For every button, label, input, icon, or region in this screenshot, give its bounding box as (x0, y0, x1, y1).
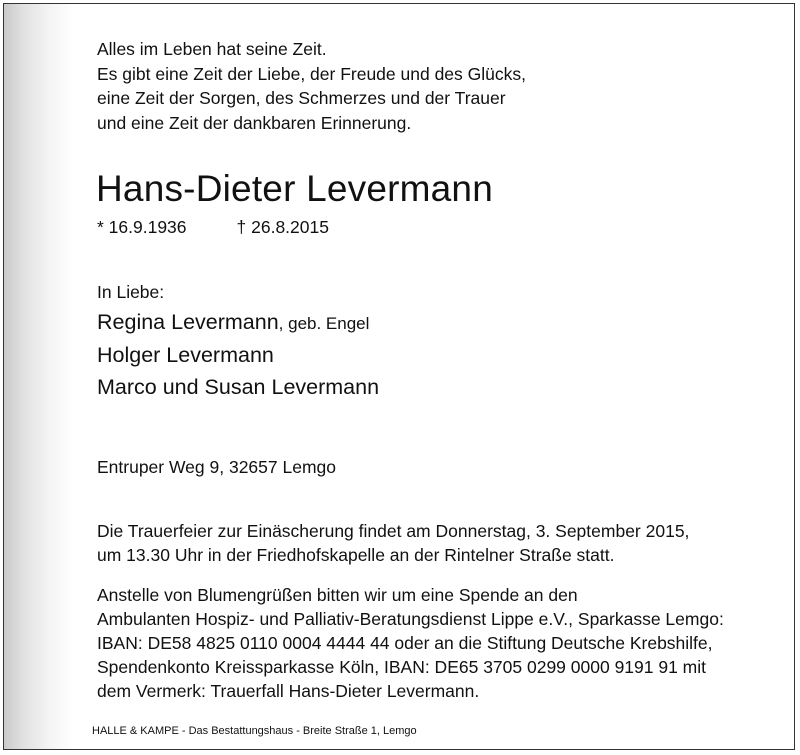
donation-line: Anstelle von Blumengrüßen bitten wir um eine Spende an den (97, 585, 578, 605)
poem-line: eine Zeit der Sorgen, des Schmerzes und der Trauer (97, 88, 506, 108)
donation-line: Ambulanten Hospiz- und Palliativ-Beratungsdienst Lippe e.V., Sparkasse Lemgo: (97, 609, 724, 629)
mourner-name: Regina Levermann (97, 310, 279, 334)
mourner-name: Marco und Susan Levermann (97, 375, 380, 399)
funeral-home-footer: HALLE & KAMPE - Das Bestattungshaus - Breite Straße 1, Lemgo (92, 725, 417, 737)
poem-line: und eine Zeit der dankbaren Erinnerung. (97, 112, 412, 133)
life-dates (97, 217, 329, 238)
donation-line: Spendenkonto Kreissparkasse Köln, IBAN: DE65 3705 0299 0000 9191 91 mit (97, 657, 707, 677)
mourners-intro: In Liebe: (97, 282, 165, 302)
mourner-entry (97, 343, 274, 368)
mourner-note: , geb. Engel (278, 314, 370, 333)
ceremony-line: um 13.30 Uhr in der Friedhofskapelle an der Rintelner Straße statt. (97, 545, 615, 565)
obituary-notice (3, 3, 795, 750)
mourner-entry (97, 310, 369, 335)
poem-line: Es gibt eine Zeit der Liebe, der Freude und des Glücks, (97, 63, 526, 84)
donation-line: dem Vermerk: Trauerfall Hans-Dieter Levermann. (97, 681, 480, 701)
donation-line: IBAN: DE58 4825 0110 0004 4444 44 oder an die Stiftung Deutsche Krebshilfe, (97, 633, 713, 653)
mourner-entry (97, 375, 379, 400)
donation-info (97, 583, 724, 703)
birth-date: * 16.9.1936 (97, 217, 187, 237)
poem-line: Alles im Leben hat seine Zeit. (97, 39, 327, 59)
mourner-name: Holger Levermann (97, 343, 274, 367)
death-date: † 26.8.2015 (236, 217, 329, 237)
ceremony-info (97, 519, 689, 567)
poem (97, 37, 526, 135)
ceremony-line: Die Trauerfeier zur Einäscherung findet am Donnerstag, 3. September 2015, (97, 521, 690, 541)
deceased-name: Hans-Dieter Levermann (96, 168, 493, 209)
address: Entruper Weg 9, 32657 Lemgo (97, 457, 337, 477)
